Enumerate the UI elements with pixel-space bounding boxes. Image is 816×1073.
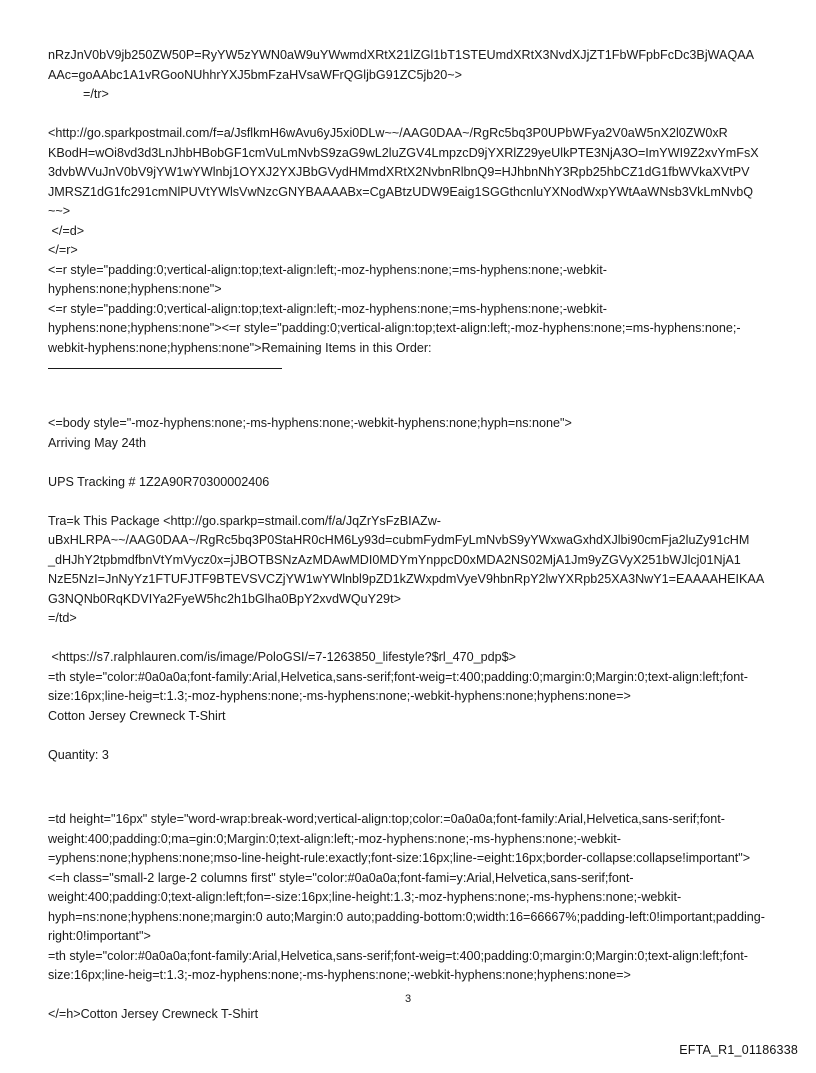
blank-line [48, 492, 776, 512]
tracking-number: UPS Tracking # 1Z2A90R70300002406 [48, 474, 270, 489]
product-name: </=h>Cotton Jersey Crewneck T-Shirt [48, 1007, 259, 1021]
product-name: Cotton Jersey Crewneck T-Shirt [48, 708, 226, 723]
product-image-url: <https://s7.ralphlauren.com/is/image/PoloGSI/=7-1263850_lifestyle?$rl_470_pdp$> [48, 650, 517, 664]
blank-line [48, 629, 776, 649]
track-package-link: Tra=k This Package <http://go.sparkp=stmail.com/f/a/JqZrYsFzBIAZw-uBxHLRPA~~/AAG0DAA~/RgRc5bq3P0StaHR0cHM6Ly93d=cubmFydmFyLmNvbS9yYWxwaGxhdXJlbi90cmFja2luZy91cHM _dHJhY2tpbmdfbnVtYmVycz0x=jJBOTBSNzAzMDAwMDI0MDYmYnppcD0xMDA2NS02MjA1Jm9yZGVyX251bWJlcj01NjA1 NzE5NzI=JnNyYz1FTUFJTF9BTEVSVCZjYW1wYWlnbl9pZD1kZWxpdmVyeV9hbnRpY2lwYXRpb25XA3NwY1=EAAAAHEIKAA G3NQNb0RqKDVIYa2FyeW5hc2h1bGlha0BpY2xvdWQuY29t> [48, 513, 768, 606]
email-source-block-1 [48, 46, 776, 358]
text-line: =/td> [48, 611, 77, 625]
text-line: </=r> [48, 243, 78, 257]
document-page [48, 46, 776, 1025]
text-line: <=h class="small-2 large-2 columns first" style="color:#0a0a0a;font-fami=y:Arial,Helvetica,sans-serif;font-weight:400;padding:0;text-align:left;fon=-size:16px;line-height:1.3;-moz-hyphens:none;-ms-hyphens:none;-webkit-hyph=ns:none;hyphens:none;margin:0 auto;Margin:0 auto;padding-bottom:0;width:16=66667%;padding-left:0!important;padding-right:0!important"> [48, 870, 765, 943]
arrival-date: Arriving May 24th [48, 435, 146, 450]
blank-line [48, 453, 776, 473]
email-source-block-2 [48, 414, 776, 765]
text-line: <=r style="padding:0;vertical-align:top;text-align:left;-moz-hyphens:none;=ms-hyphens:none;-webkit-hyphens:none;hyphens:none"> [48, 262, 607, 296]
spacer [48, 765, 776, 810]
text-line: =/tr> [48, 87, 109, 101]
text-line: =td height="16px" style="word-wrap:break-word;vertical-align:top;color:=0a0a0a;font-family:Arial,Helvetica,sans-serif;font-weight:400;padding:0;ma=gin:0;Margin:0;text-align:left;-moz-hyphens:none;-ms-hyphens:none;-webkit-=yphens:none;hyphens:none;mso-line-height-rule:exactly;font-size:16px;line-=eight:16px;border-collapse:collapse!important"> [48, 812, 751, 865]
spacer [48, 369, 776, 414]
blank-line [48, 105, 776, 125]
text-line: <http://go.sparkpostmail.com/f=a/JsflkmH6wAvu6yJ5xi0DLw~~/AAG0DAA~/RgRc5bq3P0UPbWFya2V0aW5nX2l0ZW0xR KBodH=wOi8vd3d3LnJhbHBobGF1cmVuLmNvbS9zaG9wL2luZGV4LmpzcD9jYXRlZ29yeUlkPTE3NjA3O=ImYWI9Z2xvYmFsX 3dvbWVuJnV0bV9jYW1wYWlnbj1OYXJ2YXJBbGVydHMmdXRtX2NvbnRlbnQ9=HJhbnNhY3Rpb25hbCZ1dG1fbWVkaXVtPV JMRSZ1dG1fc291cmNlPUVtYWlsVwNzcGNYBAAAABx=CgABtzUDW9Eaig1SGGthcnluYXNodWxpYWtAaWNsb3VkLmNvbQ ~~> [48, 126, 763, 218]
bates-number: EFTA_R1_01186338 [679, 1043, 798, 1057]
text-line: <=body style="-moz-hyphens:none;-ms-hyphens:none;-webkit-hyphens:none;hyph=ns:none"> [48, 416, 572, 430]
text-line: nRzJnV0bV9jb250ZW50P=RyYW5zYWN0aW9uYWwmdXRtX21lZGl1bT1STEUmdXRtX3NvdXJjZT1FbWFpbFcDc3BjWAQAA AAc=goAAbc1A1vRGooNUhhrYXJ5bmFzaHVsaWFrQGljbG91ZC5jb20~> [48, 48, 757, 82]
text-line: =th style="color:#0a0a0a;font-family:Arial,Helvetica,sans-serif;font-weig=t:400;padding:0;margin:0;Margin:0;text-align:left;font-size:16px;line-heig=t:1.3;-moz-hyphens:none;-ms-hyphens:none;-webkit-hyphens:none;hyphens:none=> [48, 669, 748, 703]
quantity: Quantity: 3 [48, 747, 109, 762]
text-line: =th style="color:#0a0a0a;font-family:Arial,Helvetica,sans-serif;font-weig=t:400;padding:0;margin:0;Margin:0;text-align:left;font-size:16px;line-heig=t:1.3;-moz-hyphens:none;-ms-hyphens:none;-webkit-hyphens:none;hyphens:none=> [48, 948, 748, 982]
page-number: 3 [404, 993, 412, 1005]
blank-line [48, 726, 776, 746]
text-line: </=d> [48, 223, 85, 238]
text-line: <=r style="padding:0;vertical-align:top;text-align:left;-moz-hyphens:none;=ms-hyphens:none;-webkit-hyphens:none;hyphens:none"><=r style="padding:0;vertical-align:top;text-align:left;-moz-hyphens:none;=ms-hyphens:none;-webkit-hyphens:none;hyphens:none">Remaining Items in this Order: [48, 301, 741, 355]
